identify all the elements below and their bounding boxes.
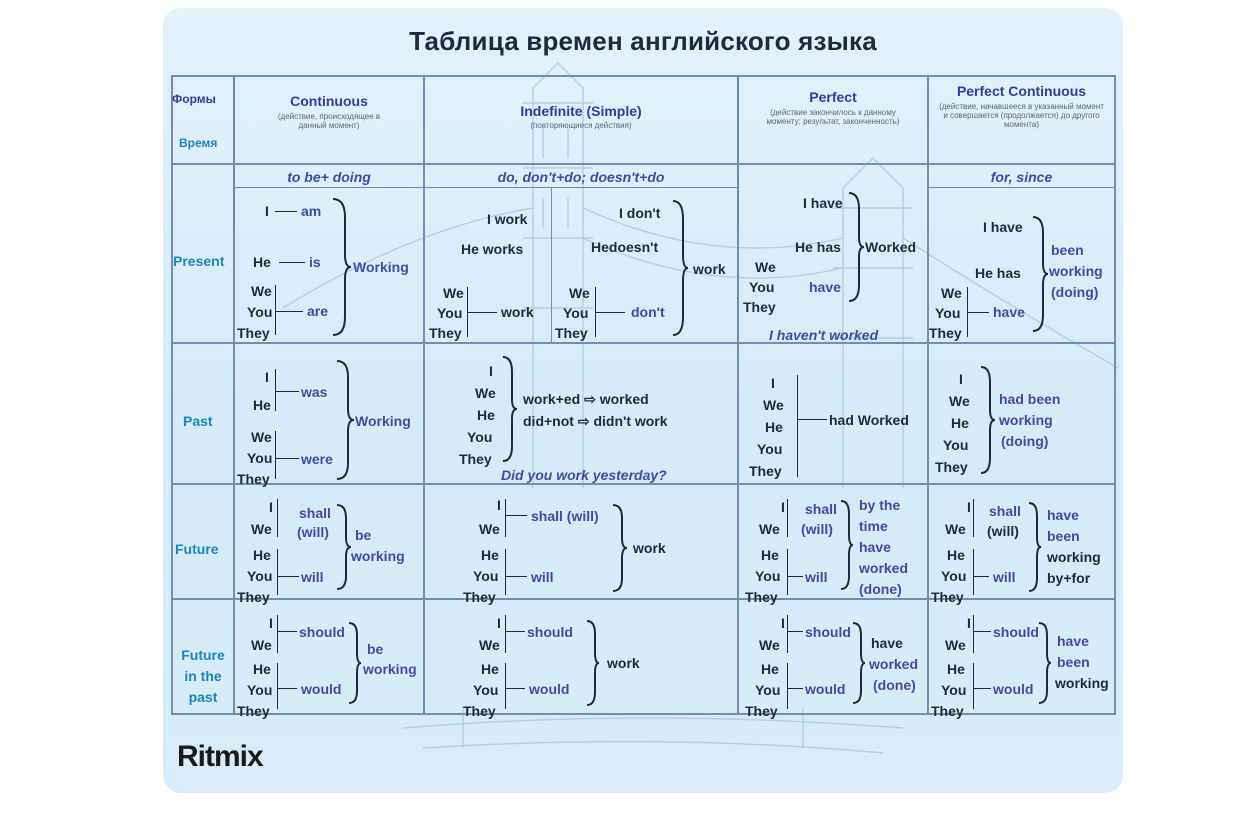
pronoun-he: He [253, 254, 271, 270]
brace-icon [611, 503, 629, 593]
pronoun-they: They [237, 471, 270, 487]
present-indef-i-work: I work [487, 211, 528, 227]
future-cont-working: working [351, 548, 405, 564]
future-past-cont-should: should [299, 624, 345, 640]
brace-icon [671, 199, 689, 337]
row-future: Future [175, 541, 219, 557]
pronoun-they: They [931, 703, 964, 719]
pronoun-you: You [467, 429, 493, 445]
brace-icon [847, 191, 865, 303]
pronoun-he: He [765, 419, 783, 435]
pronoun-i: I [781, 615, 785, 631]
formula-continuous: to be+ doing [287, 169, 371, 185]
future-indef-will: will [531, 569, 554, 585]
present-perfcont-have: have [993, 304, 1025, 320]
pronoun-he: He [947, 547, 965, 563]
present-perf-negative: I haven't worked [769, 327, 879, 343]
perfect-title: Perfect [809, 89, 857, 105]
pronoun-i: I [265, 369, 269, 385]
pronoun-they: They [749, 463, 782, 479]
future-indef-shall-will: shall (will) [531, 508, 599, 524]
future-past-indef-should: should [527, 624, 573, 640]
pronoun-you: You [473, 682, 499, 698]
pronoun-i: I [265, 203, 269, 219]
past-indef-rule-ed: work+ed ⇨ worked [523, 391, 649, 407]
pronoun-they: They [929, 325, 962, 341]
future-perfcont-shall: shall [989, 503, 1021, 519]
pronoun-you: You [247, 304, 273, 320]
pronoun-we: We [945, 521, 966, 537]
pronoun-they: They [459, 451, 492, 467]
future-past-perf-have: have [871, 635, 903, 651]
row-future-in-past: Future in the past [181, 647, 225, 705]
page-title: Таблица времен английского языка [409, 26, 877, 56]
pronoun-i: I [497, 615, 501, 631]
pronoun-they: They [237, 589, 270, 605]
future-cont-will-paren: (will) [297, 524, 329, 540]
pronoun-he: He [481, 661, 499, 677]
present-indef-he-works: He works [461, 241, 524, 257]
mousepad [163, 8, 1123, 793]
pronoun-you: You [247, 450, 273, 466]
pronoun-we: We [569, 285, 590, 301]
future-past-perf-would: would [805, 681, 846, 697]
past-cont-were: were [301, 451, 333, 467]
pronoun-he: He [947, 661, 965, 677]
pronoun-they: They [745, 589, 778, 605]
future-past-perfcont-should: should [993, 624, 1039, 640]
future-cont-shall: shall [299, 505, 331, 521]
future-past-perf-worked: worked [869, 656, 919, 672]
pronoun-he: He [481, 547, 499, 563]
present-indef-dont: don't [631, 304, 665, 320]
future-perf-shall: shall [805, 501, 837, 517]
future-cont-will: will [301, 569, 324, 585]
brace-icon [335, 359, 355, 481]
past-cont-verb: Working [355, 413, 411, 429]
pronoun-i: I [497, 497, 501, 513]
present-indef-he-doesnt: Hedoesn't [591, 239, 659, 255]
pronoun-they: They [463, 589, 496, 605]
pronoun-i: I [269, 615, 273, 631]
pronoun-we: We [251, 521, 272, 537]
perfect-note: (действие закончилось к данному моменту; результат, законченность) [766, 108, 900, 126]
future-past-cont-working: working [363, 661, 417, 677]
row-past: Past [183, 413, 213, 429]
future-past-perf-done: (done) [873, 677, 916, 693]
brace-icon [839, 499, 855, 591]
pronoun-we: We [755, 259, 776, 275]
future-perfcont-will: will [993, 569, 1016, 585]
future-past-cont-would: would [301, 681, 342, 697]
present-indef-work: work [501, 304, 534, 320]
present-perf-he-has: He has [795, 239, 841, 255]
future-past-perf-should: should [805, 624, 851, 640]
future-perf-done: (done) [859, 581, 902, 597]
present-indef-neg-work: work [693, 261, 726, 277]
future-past-indef-work: work [607, 655, 640, 671]
pronoun-he: He [253, 397, 271, 413]
past-perf-verb: had Worked [829, 412, 909, 428]
pronoun-he: He [477, 407, 495, 423]
pronoun-we: We [443, 285, 464, 301]
future-past-cont-be: be [367, 641, 384, 657]
continuous-note: (действие, происходящее в данный момент) [277, 112, 381, 130]
future-past-perfcont-have: have [1057, 633, 1089, 649]
tense-table [171, 75, 1116, 719]
pronoun-we: We [763, 397, 784, 413]
past-indef-rule-did-not: did+not ⇨ didn't work [523, 413, 668, 429]
pronoun-they: They [463, 703, 496, 719]
brace-icon [1027, 501, 1043, 593]
future-perf-have: have [859, 539, 891, 555]
brace-icon [585, 619, 601, 707]
brand-logo: Ritmix [177, 740, 263, 773]
pronoun-i: I [781, 499, 785, 515]
present-perf-i-have: I have [803, 195, 843, 211]
future-perf-time: time [859, 518, 888, 534]
future-cont-be: be [355, 527, 372, 543]
pronoun-they: They [237, 325, 270, 341]
present-perf-verb: Worked [865, 239, 917, 255]
pronoun-you: You [755, 568, 781, 584]
future-perf-by-the: by the [859, 497, 901, 513]
pronoun-we: We [251, 283, 272, 299]
row-present: Present [173, 253, 225, 269]
pronoun-he: He [253, 661, 271, 677]
brace-icon [979, 365, 997, 475]
brace-icon [501, 355, 519, 463]
present-perfcont-doing: (doing) [1051, 284, 1099, 300]
pronoun-i: I [967, 615, 971, 631]
header-time: Время [179, 136, 218, 150]
future-perf-will: will [805, 569, 828, 585]
present-cont-am: am [301, 203, 322, 219]
present-perfcont-working: working [1049, 263, 1103, 279]
formula-indefinite: do, don't+do; doesn't+do [497, 169, 665, 185]
pronoun-they: They [743, 299, 776, 315]
future-past-perfcont-working: working [1055, 675, 1109, 691]
future-indef-work: work [633, 540, 666, 556]
perfect-continuous-title: Perfect Continuous [956, 83, 1087, 99]
brace-icon [335, 503, 353, 591]
indefinite-note: (повторяющиеся действия) [530, 121, 632, 130]
pronoun-i: I [771, 375, 775, 391]
pronoun-we: We [759, 521, 780, 537]
future-past-indef-would: would [529, 681, 570, 697]
pronoun-they: They [237, 703, 270, 719]
present-perfcont-been: been [1051, 242, 1084, 258]
pronoun-i: I [967, 499, 971, 515]
pronoun-they: They [745, 703, 778, 719]
pronoun-we: We [251, 429, 272, 445]
pronoun-you: You [757, 441, 783, 457]
present-perfcont-he-has: He has [975, 265, 1021, 281]
pronoun-we: We [479, 521, 500, 537]
pronoun-i: I [959, 371, 963, 387]
pronoun-you: You [749, 279, 775, 295]
pronoun-you: You [941, 568, 967, 584]
perfect-continuous-note: (действие, начавшееся в указанный момент и совершается (продолжается) до другого момента) [939, 102, 1104, 129]
pronoun-we: We [945, 637, 966, 653]
brace-icon [851, 621, 867, 705]
past-perfcont-had-been: had been [999, 391, 1061, 407]
past-perfcont-doing: (doing) [1001, 433, 1049, 449]
pronoun-you: You [247, 682, 273, 698]
pronoun-he: He [761, 661, 779, 677]
pronoun-i: I [489, 363, 493, 379]
future-perfcont-by-for: by+for [1047, 570, 1091, 586]
header-forms: Формы [172, 92, 216, 106]
future-perfcont-been: been [1047, 528, 1080, 544]
header-perfect-continuous [929, 83, 1114, 129]
formula-perfect-continuous: for, since [990, 169, 1053, 185]
pronoun-you: You [563, 305, 589, 321]
future-perfcont-working: working [1047, 549, 1101, 565]
brace-icon [331, 197, 353, 337]
pronoun-you: You [473, 568, 499, 584]
pronoun-i: I [269, 499, 273, 515]
pronoun-you: You [941, 682, 967, 698]
pronoun-he: He [761, 547, 779, 563]
pronoun-we: We [759, 637, 780, 653]
pronoun-they: They [555, 325, 588, 341]
header-continuous [235, 93, 423, 130]
future-past-perfcont-would: would [993, 681, 1034, 697]
past-indef-question: Did you work yesterday? [501, 467, 667, 483]
pronoun-you: You [943, 437, 969, 453]
continuous-title: Continuous [290, 93, 368, 109]
present-cont-verb: Working [353, 259, 409, 275]
future-perf-will-paren: (will) [801, 521, 833, 537]
future-perfcont-will-paren: (will) [987, 523, 1019, 539]
brace-icon [1031, 215, 1049, 333]
present-perf-have: have [809, 279, 841, 295]
future-perf-worked: worked [859, 560, 909, 576]
past-cont-was: was [301, 384, 328, 400]
present-perfcont-i-have: I have [983, 219, 1023, 235]
brace-icon [1037, 621, 1053, 705]
present-indef-i-dont: I don't [619, 205, 661, 221]
pronoun-you: You [247, 568, 273, 584]
pronoun-he: He [253, 547, 271, 563]
pronoun-we: We [941, 285, 962, 301]
past-perfcont-working: working [999, 412, 1053, 428]
pronoun-they: They [429, 325, 462, 341]
pronoun-they: They [931, 589, 964, 605]
header-perfect [739, 89, 927, 126]
indefinite-title: Indefinite (Simple) [520, 103, 642, 119]
present-cont-are: are [307, 303, 329, 319]
pronoun-you: You [935, 305, 961, 321]
pronoun-we: We [949, 393, 970, 409]
pronoun-they: They [935, 459, 968, 475]
header-indefinite [425, 103, 737, 130]
future-past-perfcont-been: been [1057, 654, 1090, 670]
pronoun-you: You [437, 305, 463, 321]
pronoun-we: We [479, 637, 500, 653]
pronoun-we: We [475, 385, 496, 401]
pronoun-you: You [755, 682, 781, 698]
present-cont-is: is [309, 254, 321, 270]
future-perfcont-have: have [1047, 507, 1079, 523]
pronoun-he: He [951, 415, 969, 431]
brace-icon [347, 621, 363, 705]
pronoun-we: We [251, 637, 272, 653]
